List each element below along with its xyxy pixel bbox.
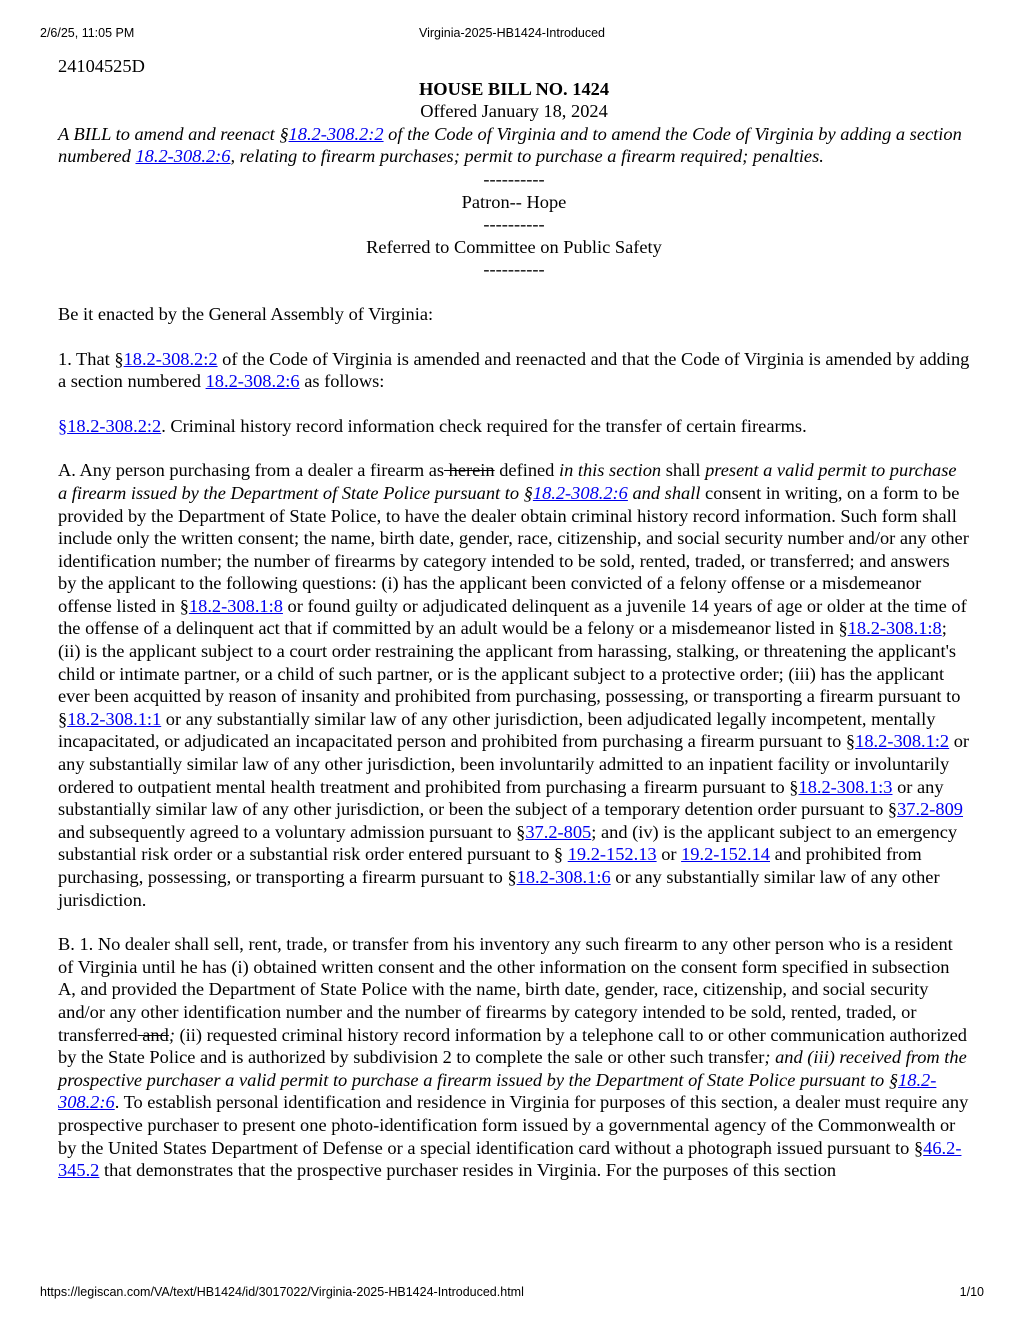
enacting-clause: Be it enacted by the General Assembly of Virginia: xyxy=(58,303,434,324)
summary-text: A BILL to amend and reenact § xyxy=(58,123,289,144)
code-link[interactable]: 18.2-308.2:6 xyxy=(532,482,628,503)
code-link[interactable]: 18.2-308.1:8 xyxy=(847,618,942,639)
inserted-text: ; xyxy=(168,1024,175,1045)
body-text: as follows: xyxy=(299,371,385,392)
paragraph-a xyxy=(58,459,970,911)
body-text: A. Any person purchasing from a dealer a firearm as xyxy=(58,460,445,481)
code-link[interactable]: 18.2-308.1:1 xyxy=(67,708,162,729)
body-text: . Criminal history record information check required for the transfer of certain firearms. xyxy=(161,415,807,436)
section-heading xyxy=(58,415,970,438)
separator: ---------- xyxy=(483,214,545,235)
code-link[interactable]: 19.2-152.13 xyxy=(567,844,657,865)
inserted-text: and shall xyxy=(627,482,701,503)
committee-referral: Referred to Committee on Public Safety xyxy=(366,236,662,257)
body-text: B. 1. No dealer shall sell, rent, trade, or transfer from his inventory any such firearm to any other person who is a resident of Virginia until he has (i) obtained written consent and the other information on the consent form specified in subsection A, and provided the Department of State Police with the name, birth date, gender, race, citizenship, and social security and/or any other identification number and the number of firearms by category intended to be sold, rented, traded, or transferred xyxy=(58,934,953,1045)
struck-text: and xyxy=(137,1024,169,1045)
print-page-title: Virginia-2025-HB1424-Introduced xyxy=(419,26,605,40)
section-symbol: § xyxy=(58,415,68,436)
body-text: ; and (iv) is the applicant subject to an emergency substantial risk order or a substantial risk order entered pursuant to § xyxy=(58,821,958,865)
body-text: and prohibited from purchasing, possessing, or transporting a firearm pursuant to § xyxy=(58,844,922,887)
section-1 xyxy=(58,348,970,393)
code-link[interactable]: 18.2-308.2:6 xyxy=(58,1069,937,1113)
inserted-text: present a valid permit to purchase a firearm issued by the Department of State Police pursuant to § xyxy=(58,460,957,503)
code-link[interactable]: 18.2-308.2:6 xyxy=(205,371,300,392)
body-text: and subsequently agreed to a voluntary admission pursuant to § xyxy=(58,821,526,842)
code-link[interactable]: 18.2-308.2:2 xyxy=(123,348,218,369)
bill-title: HOUSE BILL NO. 1424 xyxy=(418,78,610,99)
patron: Patron-- Hope xyxy=(461,191,567,212)
code-link[interactable]: 37.2-809 xyxy=(897,799,964,820)
bill-document xyxy=(58,55,970,1182)
body-text: that demonstrates that the prospective purchaser resides in Virginia. For the purposes of this section xyxy=(99,1160,837,1181)
body-text: or any substantially similar law of any other jurisdiction, been involuntarily admitted to an inpatient facility or involuntarily ordered to outpatient mental health treatment and prohibited from purchasing a firearm pursuant to § xyxy=(58,731,970,797)
code-link[interactable]: 18.2-308.1:6 xyxy=(516,867,611,887)
body-text: or any substantially similar law of any other jurisdiction, been adjudicated legally incompetent, mentally incapacitated, or adjudicated an incapacitated person and prohibited from purchasing a firearm pursuant to § xyxy=(58,708,936,752)
document-id: 24104525D xyxy=(58,56,145,76)
bill-summary xyxy=(58,123,970,168)
body-text: or any substantially similar law of any other jurisdiction, or been the subject of a temporary detention order pursuant to § xyxy=(58,776,944,820)
page-indicator: 1/10 xyxy=(959,1285,984,1299)
body-text: (ii) requested criminal history record information by a telephone call to or other communication authorized by the State Police and is authorized by subdivision 2 to complete the sale or other such transfer xyxy=(58,1024,968,1068)
code-link[interactable]: 18.2-308.2:2 xyxy=(288,123,384,144)
code-link[interactable]: 18.2-308.1:8 xyxy=(188,595,283,616)
separator: ---------- xyxy=(483,259,545,280)
code-link[interactable]: 46.2-345.2 xyxy=(58,1137,962,1181)
code-link-text: 18.2-308.2:2 xyxy=(67,415,162,436)
summary-text: of the Code of Virginia and to amend the Code of Virginia by adding a section numbered xyxy=(58,123,962,167)
body-text: or found guilty or adjudicated delinquent as a juvenile 14 years of age or older at the time of the offense of a delinquent act that if committed by an adult would be a felony or a misdemeanor listed in § xyxy=(58,595,967,639)
code-link[interactable]: 37.2-805 xyxy=(525,821,592,842)
body-text: defined xyxy=(494,460,559,481)
paragraph-b xyxy=(58,933,970,1182)
separator: ---------- xyxy=(483,168,545,189)
body-text: or any substantially similar law of any other jurisdiction. xyxy=(58,867,940,910)
code-link[interactable]: 18.2-308.1:2 xyxy=(855,731,950,752)
print-url: https://legiscan.com/VA/text/HB1424/id/3017022/Virginia-2025-HB1424-Introduced.html xyxy=(40,1285,524,1299)
body-text: . To establish personal identification and residence in Virginia for purposes of this section, a dealer must require any prospective purchaser to present one photo-identification form issued by a governmental agency of the Commonwealth or by the United States Department of Defense or a special identification card without a photograph issued pursuant to § xyxy=(58,1092,969,1158)
code-link[interactable]: 19.2-152.14 xyxy=(681,844,770,865)
body-text: consent in writing, on a form to be provided by the Department of State Police, to have the dealer obtain criminal history record information. Such form shall include only the written consent; the name, birth date, gender, race, citizenship, and social security number and/or any other identification number; the number of firearms by category intended to be sold, rented, traded, or transferred; and answers by the applicant to the following questions: (i) has the applicant been convicted of a felony offense or a misdemeanor offense listed in § xyxy=(58,482,969,616)
print-datetime: 2/6/25, 11:05 PM xyxy=(40,26,135,40)
body-text: or xyxy=(656,844,682,865)
inserted-text: in this section xyxy=(558,460,662,481)
body-text: 1. That § xyxy=(58,348,124,369)
code-link[interactable]: 18.2-308.1:3 xyxy=(798,776,893,797)
inserted-text: ; and (iii) received from the prospective purchaser a valid permit to purchase a firearm issued by the Department of State Police pursuant to § xyxy=(58,1047,967,1090)
code-link[interactable]: 18.2-308.2:6 xyxy=(135,146,231,167)
code-link[interactable] xyxy=(58,416,161,436)
body-text: shall xyxy=(661,460,706,481)
body-text: ; (ii) is the applicant subject to a court order restraining the applicant from harassing, stalking, or threatening the applicant's child or intimate partner, or a child of such partner, or is the applicant subject to a protective order; (iii) has the applicant ever been acquitted by reason of insanity and prohibited from purchasing, possessing, or transporting a firearm pursuant to § xyxy=(58,618,961,729)
offered-date: Offered January 18, 2024 xyxy=(420,101,608,122)
struck-text: herein xyxy=(444,460,495,481)
summary-text: , relating to firearm purchases; permit to purchase a firearm required; penalties. xyxy=(230,146,824,167)
body-text: of the Code of Virginia is amended and reenacted and that the Code of Virginia is amended by adding a section numbered xyxy=(58,348,970,392)
